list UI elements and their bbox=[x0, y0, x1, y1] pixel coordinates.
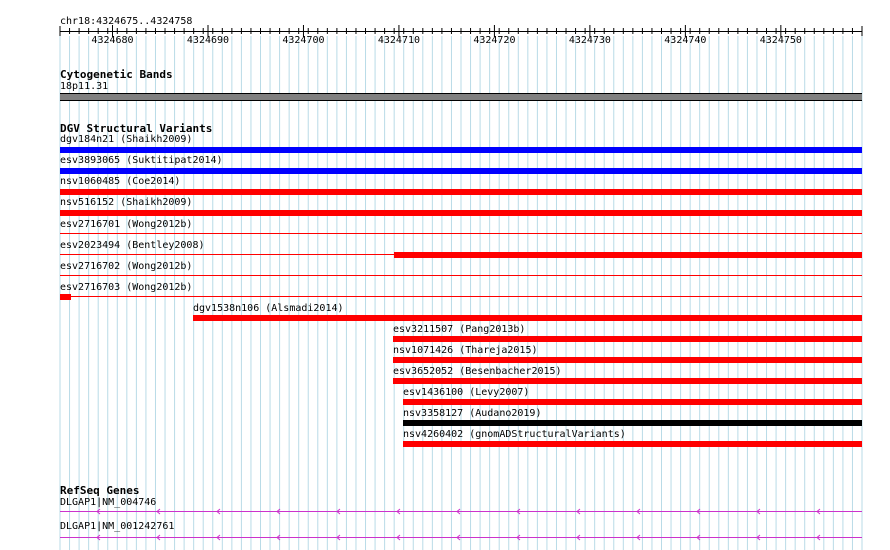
ruler-tick-label: 4324740 bbox=[664, 35, 707, 46]
ruler-tick-label: 4324750 bbox=[759, 35, 802, 46]
gene-label-nm-004746: DLGAP1|NM_004746 bbox=[60, 497, 157, 508]
sv-feature-esv1436100[interactable] bbox=[403, 399, 862, 405]
ruler-tick-label: 4324720 bbox=[473, 35, 516, 46]
cytoband-track-title: Cytogenetic Bands bbox=[60, 68, 173, 81]
sv-label-esv3893065: esv3893065 (Suktitipat2014) bbox=[60, 155, 223, 166]
cytoband-bar[interactable] bbox=[60, 93, 862, 101]
ruler-tick-label: 4324700 bbox=[282, 35, 325, 46]
sv-feature-nsv1060485[interactable] bbox=[60, 189, 862, 195]
ruler-axis-line bbox=[60, 31, 862, 32]
sv-label-nsv3358127: nsv3358127 (Audano2019) bbox=[403, 408, 542, 419]
sv-feature-esv2716702[interactable] bbox=[60, 275, 862, 276]
sv-label-esv2023494: esv2023494 (Bentley2008) bbox=[60, 240, 205, 251]
sv-label-esv2716703: esv2716703 (Wong2012b) bbox=[60, 282, 193, 293]
sv-feature-esv3652052[interactable] bbox=[393, 378, 862, 384]
sv-feature-nsv3358127[interactable] bbox=[403, 420, 862, 426]
sv-feature-esv3893065[interactable] bbox=[60, 168, 862, 174]
refseq-track-title: RefSeq Genes bbox=[60, 484, 140, 497]
cytoband-label: 18p11.31 bbox=[60, 81, 109, 92]
sv-label-nsv516152: nsv516152 (Shaikh2009) bbox=[60, 197, 193, 208]
sv-feature-nsv4260402[interactable] bbox=[403, 441, 862, 447]
sv-label-esv2716701: esv2716701 (Wong2012b) bbox=[60, 219, 193, 230]
gene-feature-nm-001242761[interactable] bbox=[60, 537, 862, 538]
sv-feature-dgv1538n106[interactable] bbox=[193, 315, 862, 321]
dgv-track-title: DGV Structural Variants bbox=[60, 122, 213, 135]
ruler-tick-label: 4324690 bbox=[186, 35, 230, 46]
sv-label-dgv184n21: dgv184n21 (Shaikh2009) bbox=[60, 134, 193, 145]
sv-label-esv2716702: esv2716702 (Wong2012b) bbox=[60, 261, 193, 272]
location-label: chr18:4324675..4324758 bbox=[60, 16, 193, 27]
sv-feature-esv3211507[interactable] bbox=[393, 336, 862, 342]
sv-feature-esv2716703[interactable] bbox=[60, 294, 71, 300]
sv-feature-nsv516152[interactable] bbox=[60, 210, 862, 216]
sv-label-nsv1071426: nsv1071426 (Thareja2015) bbox=[393, 345, 538, 356]
sv-label-esv1436100: esv1436100 (Levy2007) bbox=[403, 387, 530, 398]
ruler-tick-label: 4324730 bbox=[568, 35, 611, 46]
sv-feature-esv2023494[interactable] bbox=[394, 252, 862, 258]
ruler-tick-label: 4324710 bbox=[377, 35, 421, 46]
gene-feature-nm-004746[interactable] bbox=[60, 511, 862, 512]
sv-label-nsv1060485: nsv1060485 (Coe2014) bbox=[60, 176, 181, 187]
sv-label-esv3211507: esv3211507 (Pang2013b) bbox=[393, 324, 526, 335]
sv-feature-nsv1071426[interactable] bbox=[393, 357, 862, 363]
sv-feature-esv2716701[interactable] bbox=[60, 233, 862, 234]
gene-label-nm-001242761: DLGAP1|NM_001242761 bbox=[60, 521, 175, 532]
sv-feature-dgv184n21[interactable] bbox=[60, 147, 862, 153]
sv-label-dgv1538n106: dgv1538n106 (Alsmadi2014) bbox=[193, 303, 344, 314]
ruler-tick-label: 4324680 bbox=[91, 35, 134, 46]
sv-label-nsv4260402: nsv4260402 (gnomADStructuralVariants) bbox=[403, 429, 626, 440]
sv-label-esv3652052: esv3652052 (Besenbacher2015) bbox=[393, 366, 562, 377]
sv-feature-esv2716703-intron bbox=[71, 296, 862, 297]
sv-feature-esv2023494-intron bbox=[60, 254, 394, 255]
